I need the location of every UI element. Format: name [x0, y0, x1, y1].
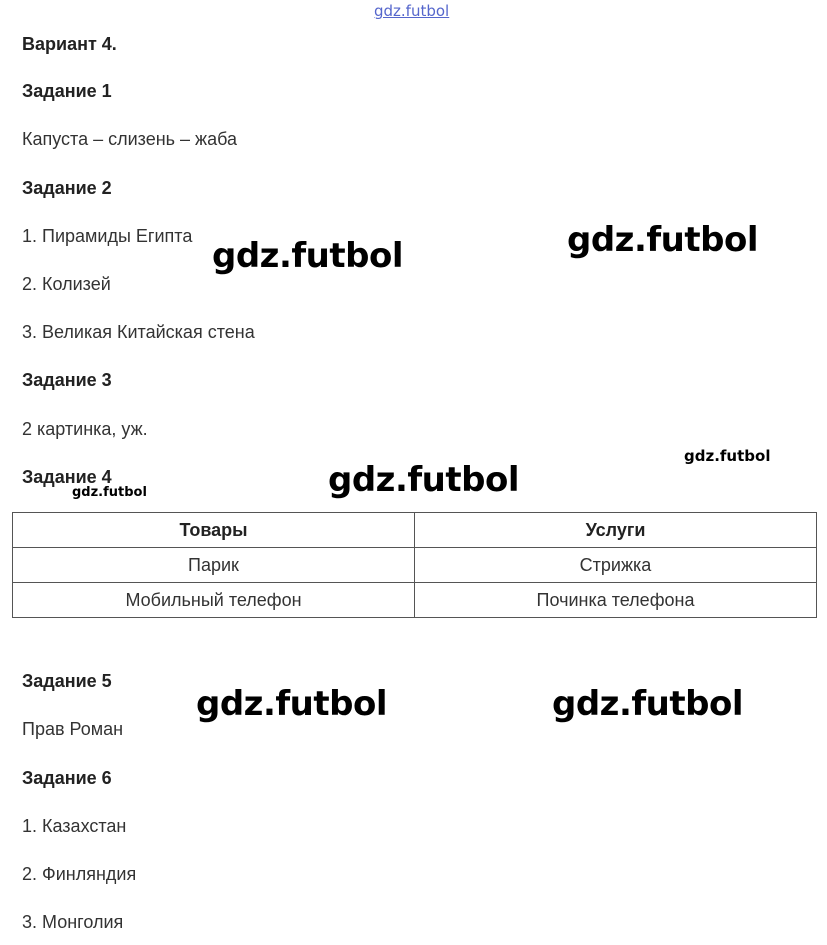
task-2-answer-1: 1. Пирамиды Египта — [22, 226, 193, 246]
header-watermark: gdz.futbol — [374, 2, 450, 20]
variant-title: Вариант 4. — [22, 34, 117, 54]
table-header-row — [13, 513, 817, 548]
watermark-text: gdz.futbol — [684, 447, 771, 465]
task-6-answer-2: 2. Финляндия — [22, 864, 137, 884]
table-header-services: Услуги — [415, 513, 817, 548]
task-2-title: Задание 2 — [22, 178, 112, 198]
task-6-answer-3: 3. Монголия — [22, 912, 124, 932]
table-cell: Стрижка — [415, 548, 817, 583]
task-3-answer: 2 картинка, уж. — [22, 419, 148, 439]
watermark-text: gdz.futbol — [72, 485, 147, 500]
table-row — [13, 548, 817, 583]
task-5-title: Задание 5 — [22, 671, 112, 691]
watermark-text: gdz.futbol — [567, 220, 758, 260]
task-1-title: Задание 1 — [22, 81, 112, 101]
table-cell: Починка телефона — [415, 583, 817, 618]
task-6-title: Задание 6 — [22, 768, 112, 788]
goods-services-table — [12, 512, 817, 618]
table-cell: Мобильный телефон — [13, 583, 415, 618]
task-6-answer-1: 1. Казахстан — [22, 816, 127, 836]
task-3-title: Задание 3 — [22, 370, 112, 390]
task-5-answer: Прав Роман — [22, 719, 124, 739]
table-row — [13, 583, 817, 618]
task-2-answer-3: 3. Великая Китайская стена — [22, 322, 255, 342]
task-4-title: Задание 4 — [22, 467, 112, 487]
task-1-answer: Капуста – слизень – жаба — [22, 129, 238, 149]
watermark-text: gdz.futbol — [328, 460, 519, 500]
task-2-answer-2: 2. Колизей — [22, 274, 111, 294]
watermark-text: gdz.futbol — [212, 236, 403, 276]
table-cell: Парик — [13, 548, 415, 583]
watermark-text: gdz.futbol — [196, 684, 387, 724]
watermark-text: gdz.futbol — [552, 684, 743, 724]
table-header-goods: Товары — [13, 513, 415, 548]
